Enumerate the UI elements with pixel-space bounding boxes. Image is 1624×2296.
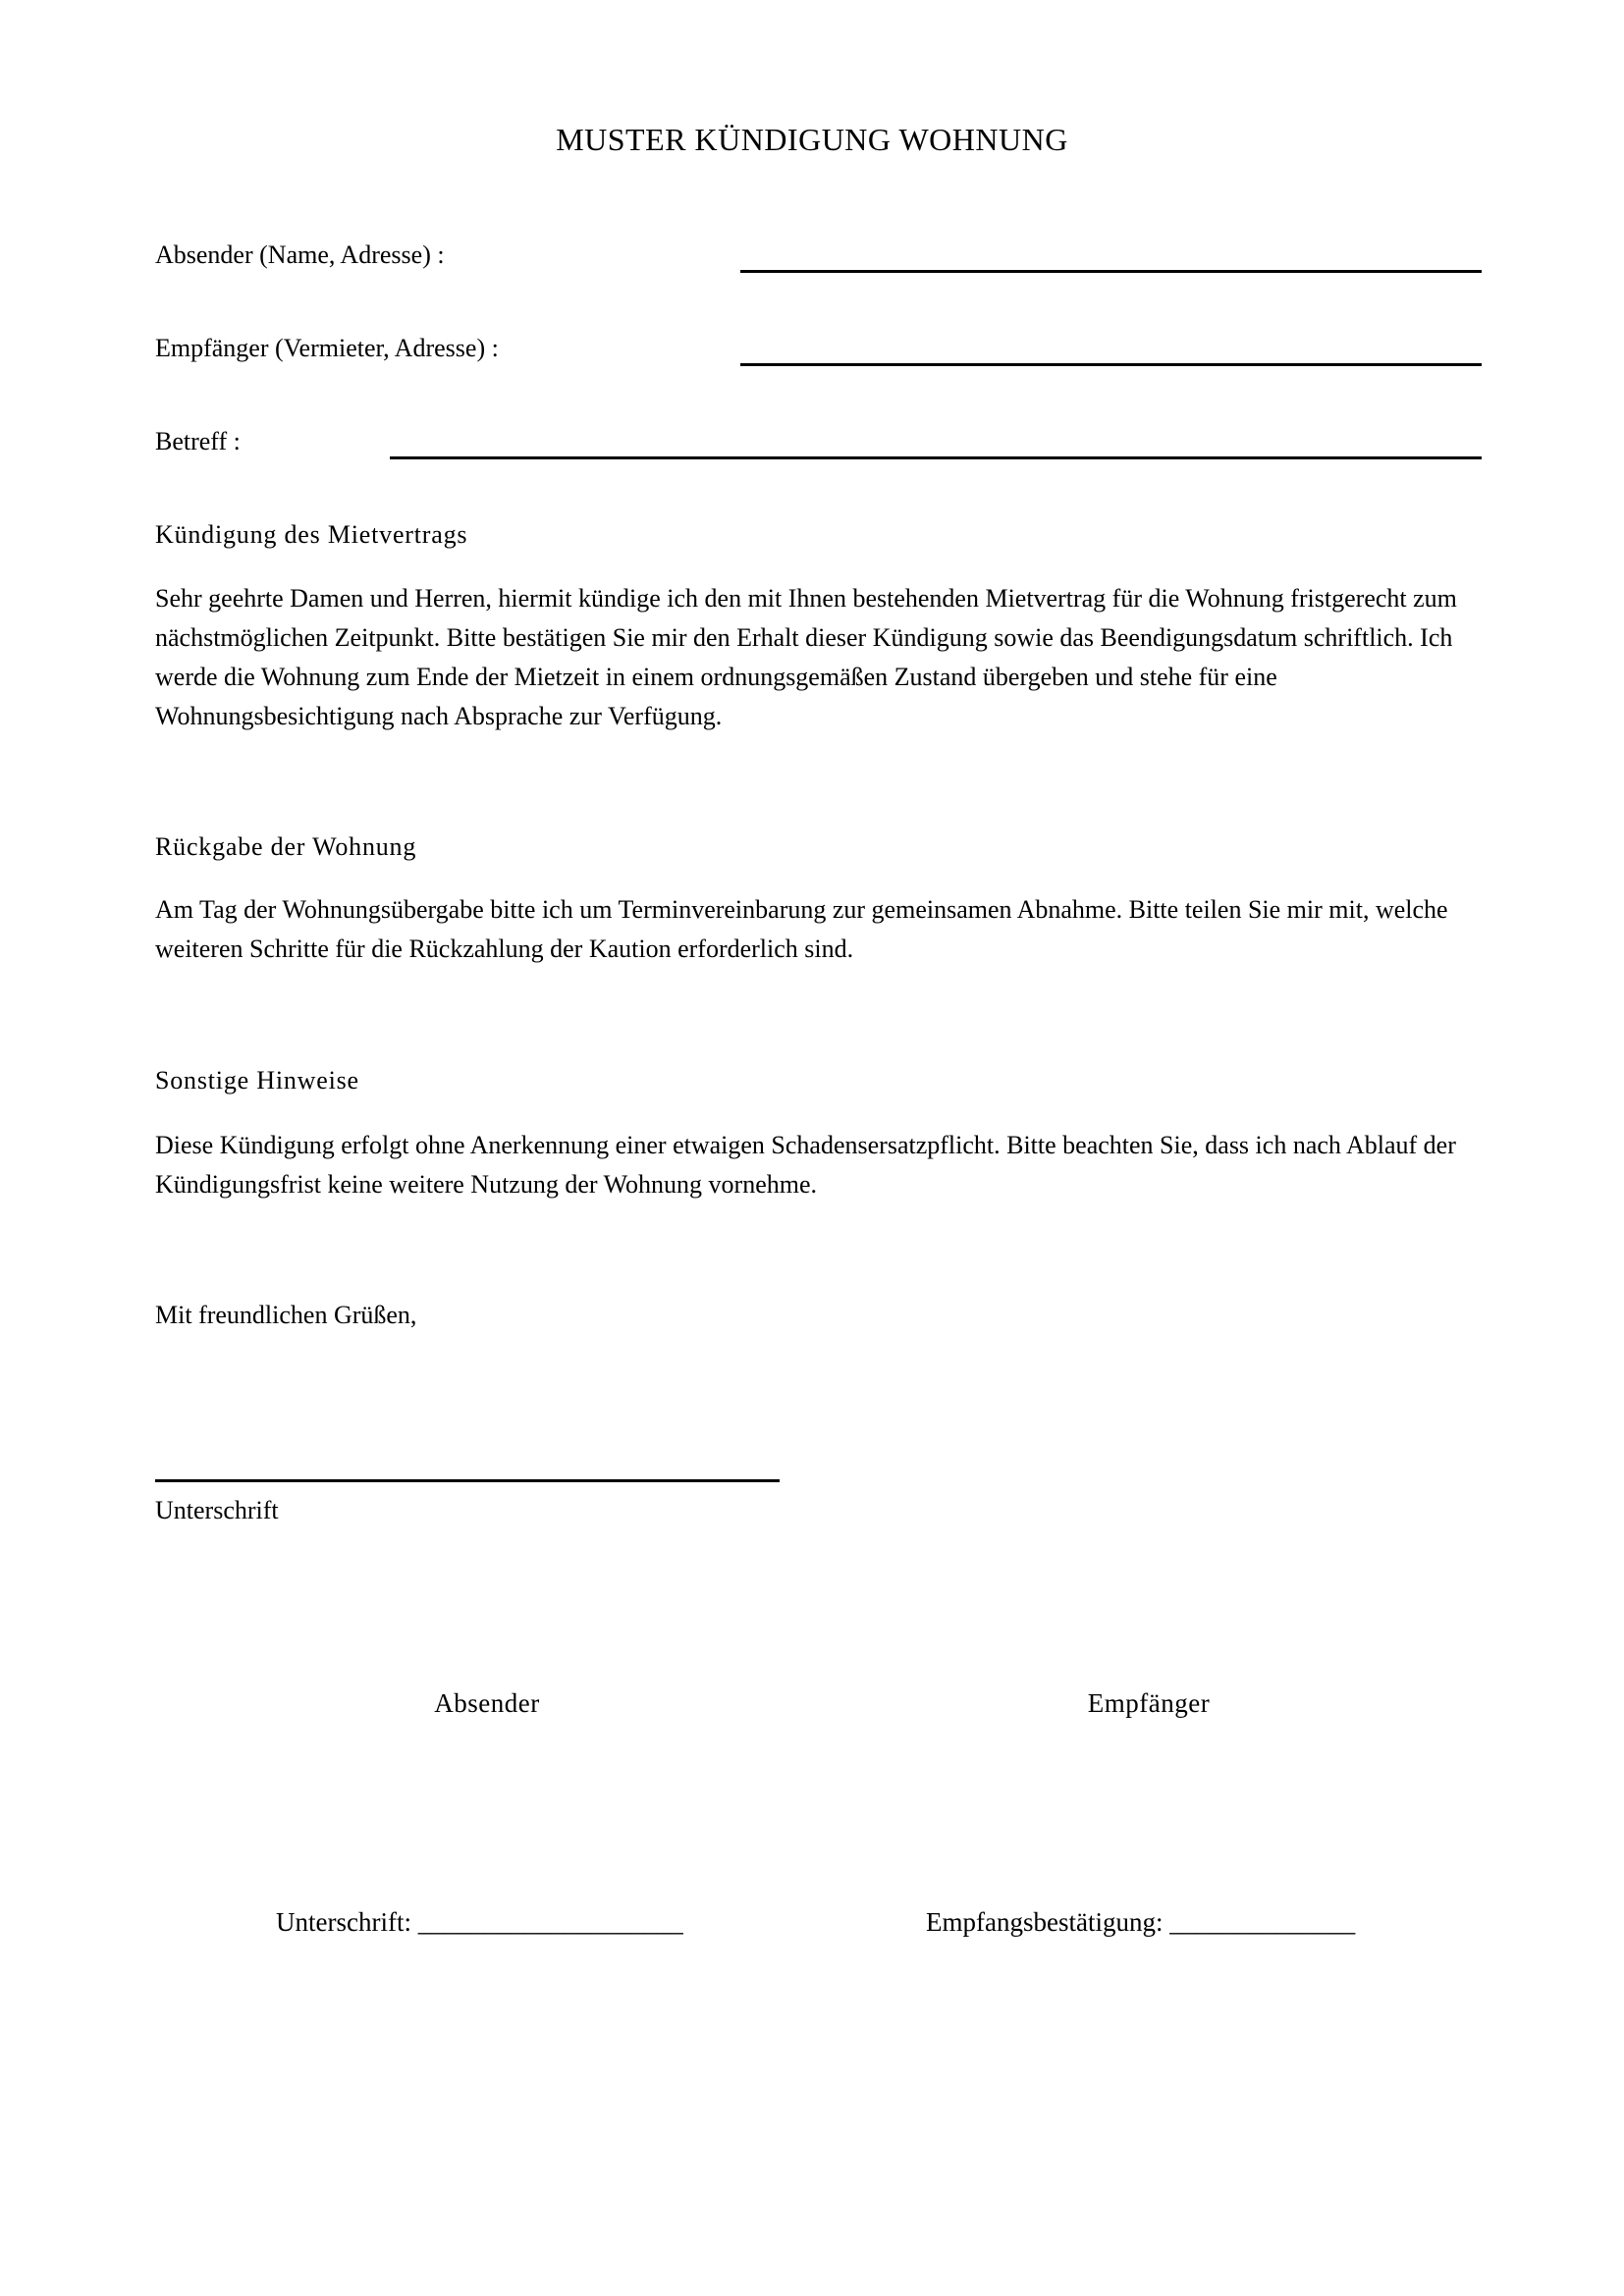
recipient-label: Empfänger (Vermieter, Adresse) : — [155, 334, 499, 362]
signature-line[interactable] — [155, 1479, 780, 1482]
subject-fill-line[interactable] — [390, 456, 1482, 459]
section-text-termination — [155, 579, 1481, 736]
paragraph: Sehr geehrte Damen und Herren, hiermit kündige ich den mit Ihnen bestehenden Mietvertrag für die Wohnung fristgerecht zum nächstmöglichen Zeitpunkt. Bitte bestätigen Sie mir den Erhalt dieser Kündigung sowie das Beendigungsdatum schriftlich. Ich werde die Wohnung zum Ende der Mietzeit in einem ordnungsgemäßen Zustand übergeben und stehe für eine Wohnungsbesichtigung nach Absprache zur Verfügung. — [155, 584, 1457, 730]
sender-label: Absender (Name, Adresse) : — [155, 240, 445, 269]
footer-sender-signature[interactable]: Unterschrift: ____________________ — [276, 1907, 683, 1937]
sender-fill-line[interactable] — [740, 270, 1482, 273]
section-text-notes — [155, 1126, 1481, 1204]
paragraph: Diese Kündigung erfolgt ohne Anerkennung einer etwaigen Schadensersatzpflicht. Bitte beachten Sie, dass ich nach Ablauf der Kündigungsfrist keine weitere Nutzung der Wohnung vornehme. — [155, 1131, 1456, 1199]
signature-label: Unterschrift — [155, 1496, 279, 1524]
recipient-fill-line[interactable] — [740, 363, 1482, 366]
section-text-return — [155, 890, 1481, 969]
footer-recipient-confirmation[interactable]: Empfangsbestätigung: ______________ — [926, 1907, 1356, 1937]
closing-text: Mit freundlichen Grüßen, — [155, 1301, 417, 1329]
section-heading-notes: Sonstige Hinweise — [155, 1066, 359, 1095]
section-heading-return: Rückgabe der Wohnung — [155, 832, 417, 861]
footer-recipient-title: Empfänger — [1087, 1688, 1211, 1718]
subject-label: Betreff : — [155, 427, 241, 455]
footer-sender-title: Absender — [434, 1688, 540, 1718]
paragraph: Am Tag der Wohnungsübergabe bitte ich um Terminvereinbarung zur gemeinsamen Abnahme. Bitte teilen Sie mir mit, welche weiteren Schritte für die Rückzahlung der Kaution erforderlich sind. — [155, 895, 1448, 963]
document-title: MUSTER KÜNDIGUNG WOHNUNG — [556, 122, 1068, 157]
section-heading-termination: Kündigung des Mietvertrags — [155, 520, 468, 549]
